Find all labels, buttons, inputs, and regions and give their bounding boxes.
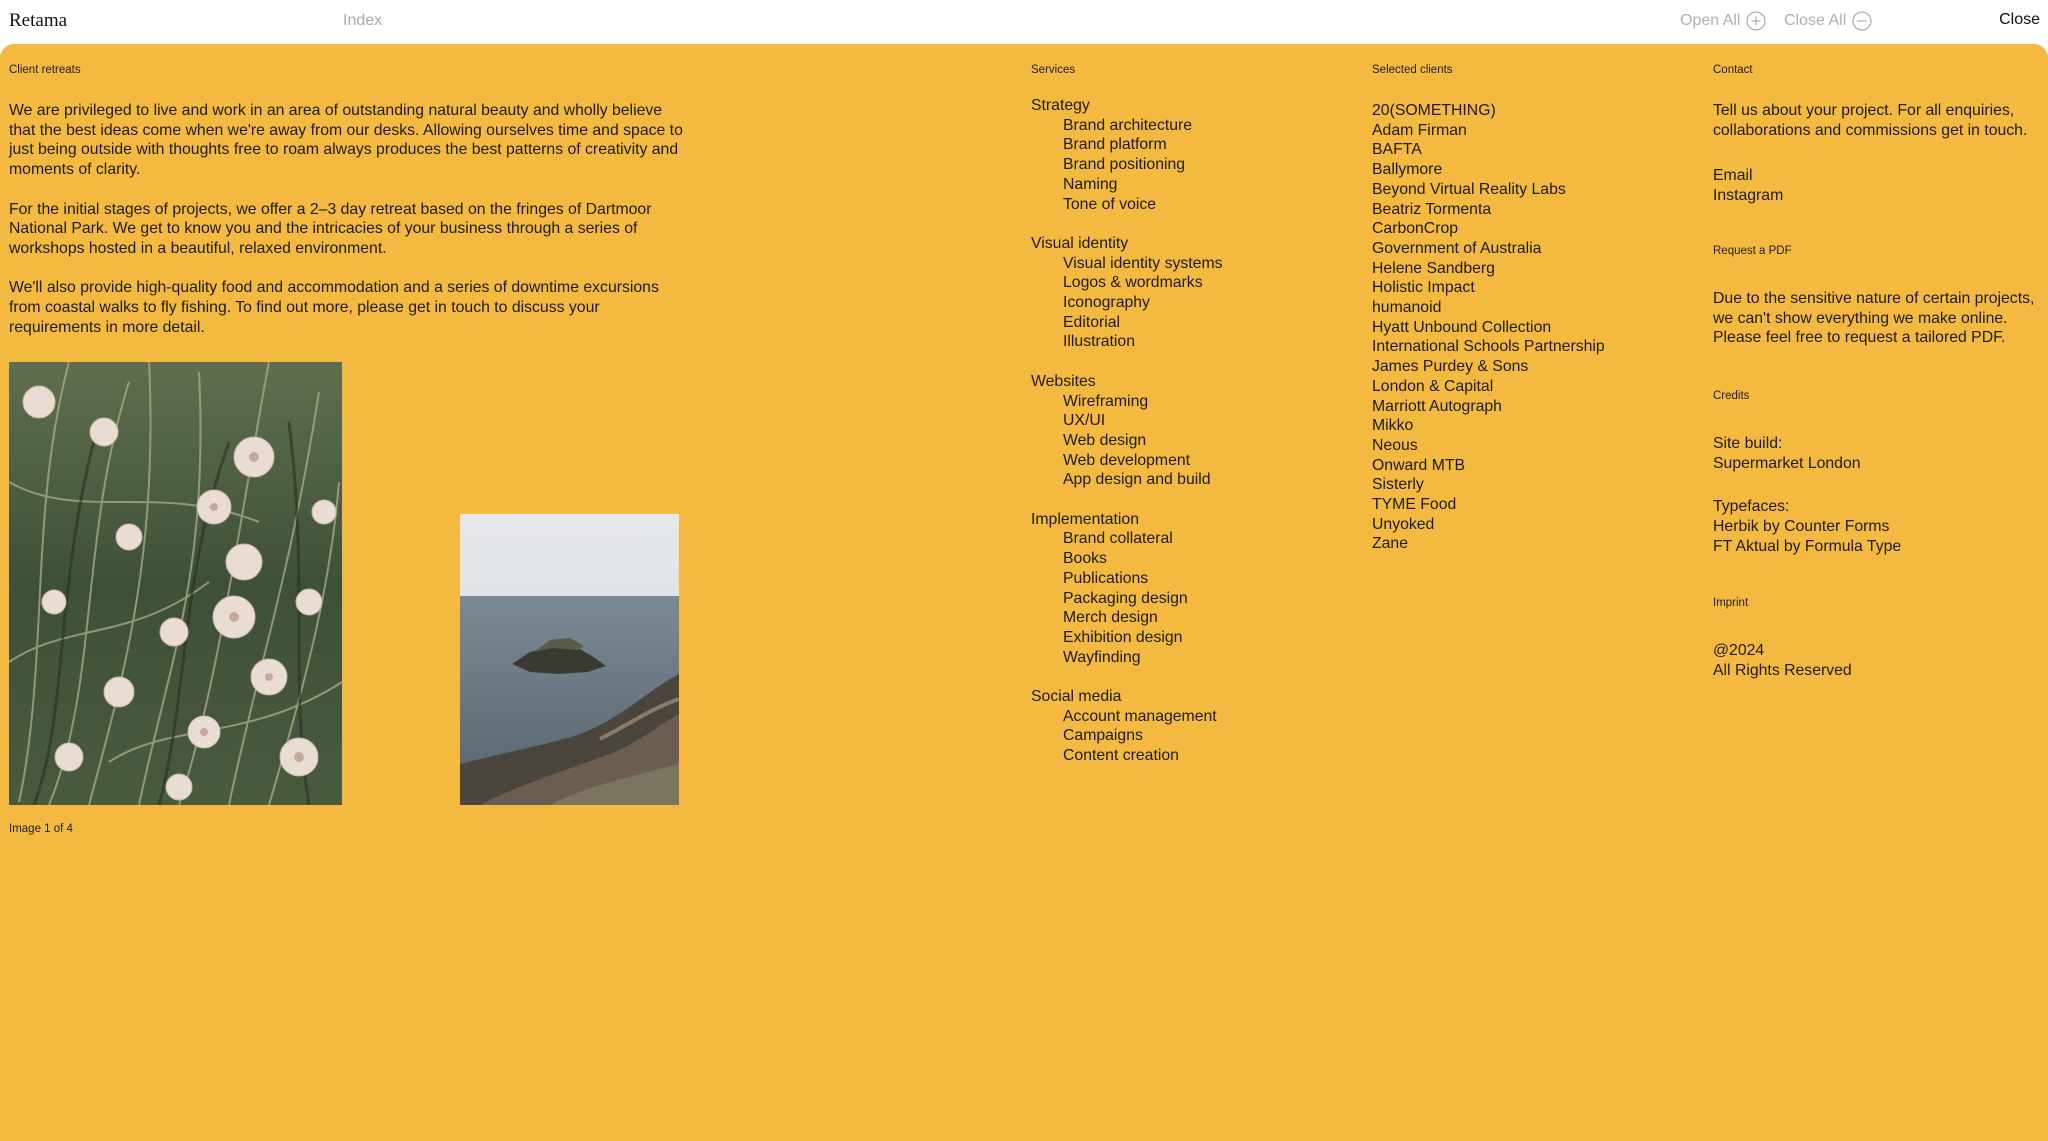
top-bar xyxy=(0,0,2048,44)
clients-list xyxy=(1372,101,1692,554)
clients-heading: Selected clients xyxy=(1372,64,1453,76)
imprint-heading: Imprint xyxy=(1713,597,1749,609)
contact-intro: Tell us about your project. For all enquiries, collaborations and commissions get in touch. xyxy=(1713,102,2028,139)
service-item: Account management xyxy=(1063,707,1217,725)
service-group xyxy=(1031,687,1351,766)
service-group xyxy=(1031,510,1351,668)
site-build-label: Site build: xyxy=(1713,435,1783,452)
service-item: UX/UI xyxy=(1063,412,1106,430)
service-item: Brand collateral xyxy=(1063,530,1173,548)
client-item: London & Capital xyxy=(1372,377,1494,395)
service-item: Brand platform xyxy=(1063,136,1167,154)
service-item: Brand positioning xyxy=(1063,156,1186,174)
open-all-button[interactable] xyxy=(1680,11,1766,31)
client-item: Marriott Autograph xyxy=(1372,397,1502,415)
service-item: Illustration xyxy=(1063,333,1135,351)
retreats-heading: Client retreats xyxy=(9,64,81,76)
service-item: Web design xyxy=(1063,431,1147,449)
service-item: Campaigns xyxy=(1063,727,1143,745)
client-item: Sisterly xyxy=(1372,476,1424,494)
service-item: Editorial xyxy=(1063,313,1121,331)
service-group xyxy=(1031,96,1351,214)
index-link[interactable]: Index xyxy=(343,12,383,29)
client-item: Hyatt Unbound Collection xyxy=(1372,318,1552,336)
site-build-value[interactable]: Supermarket London xyxy=(1713,455,1861,472)
flowers-image xyxy=(9,362,342,805)
service-item: Publications xyxy=(1063,569,1149,587)
client-item: Helene Sandberg xyxy=(1372,259,1495,277)
service-item: Naming xyxy=(1063,175,1118,193)
service-item: Web development xyxy=(1063,451,1191,469)
coast-image xyxy=(460,514,679,805)
client-item: Beyond Virtual Reality Labs xyxy=(1372,180,1566,198)
client-item: Mikko xyxy=(1372,417,1414,435)
service-item: Content creation xyxy=(1063,747,1179,765)
client-item: Holistic Impact xyxy=(1372,279,1475,297)
client-item: TYME Food xyxy=(1372,496,1457,514)
service-group-title: Social media xyxy=(1031,688,1122,706)
retreats-text xyxy=(9,101,684,357)
service-item: Wireframing xyxy=(1063,392,1149,410)
minus-circle-icon xyxy=(1852,11,1872,31)
flowers-photo[interactable] xyxy=(9,362,342,805)
service-item: Packaging design xyxy=(1063,589,1188,607)
retreats-paragraph: We'll also provide high-quality food and accommodation and a series of downtime excursions from coastal walks to fly fishing. To find out more, please get in touch to discuss your requirements in more detail. xyxy=(9,279,659,336)
client-item: CarbonCrop xyxy=(1372,220,1459,238)
client-item: Ballymore xyxy=(1372,161,1443,179)
typefaces-label: Typefaces: xyxy=(1713,498,1790,515)
client-item: Onward MTB xyxy=(1372,456,1466,474)
close-all-label: Close All xyxy=(1784,12,1847,29)
client-item: Government of Australia xyxy=(1372,239,1542,257)
client-item: James Purdey & Sons xyxy=(1372,358,1529,376)
service-item: Logos & wordmarks xyxy=(1063,274,1203,292)
close-all-button[interactable] xyxy=(1784,11,1872,31)
services-heading: Services xyxy=(1031,64,1076,76)
client-item: humanoid xyxy=(1372,299,1442,317)
service-group-title: Strategy xyxy=(1031,97,1090,114)
email-link[interactable]: Email xyxy=(1713,167,1753,184)
typeface-item[interactable]: Herbik by Counter Forms xyxy=(1713,518,1890,535)
instagram-link[interactable]: Instagram xyxy=(1713,187,1784,204)
service-item: Tone of voice xyxy=(1063,195,1157,213)
plus-circle-icon xyxy=(1746,11,1766,31)
client-item: Neous xyxy=(1372,436,1418,454)
close-button[interactable]: Close xyxy=(1999,11,2040,28)
typeface-item[interactable]: FT Aktual by Formula Type xyxy=(1713,538,1902,555)
service-group-title: Implementation xyxy=(1031,510,1140,528)
service-item: Visual identity systems xyxy=(1063,254,1223,272)
service-item: Exhibition design xyxy=(1063,628,1183,646)
client-item: Unyoked xyxy=(1372,515,1435,533)
client-item: BAFTA xyxy=(1372,141,1422,159)
service-item: Books xyxy=(1063,550,1107,568)
service-group-title: Websites xyxy=(1031,372,1096,390)
client-item: Adam Firman xyxy=(1372,121,1467,139)
service-item: Iconography xyxy=(1063,294,1150,312)
rights-text: All Rights Reserved xyxy=(1713,662,1852,679)
service-item: Brand architecture xyxy=(1063,116,1193,134)
services-list xyxy=(1031,96,1351,786)
copyright-year: @2024 xyxy=(1713,642,1765,659)
pdf-text: Due to the sensitive nature of certain projects, we can't show everything we make online. Please feel free to request a tailored PDF. xyxy=(1713,290,2035,347)
client-item: International Schools Partnership xyxy=(1372,338,1605,356)
logo[interactable]: Retama xyxy=(9,10,68,31)
client-item: 20(SOMETHING) xyxy=(1372,102,1496,119)
retreats-paragraph: We are privileged to live and work in an area of outstanding natural beauty and wholly believe that the best ideas come when we're away from our desks. Allowing ourselves time and space to just being outside with thoughts free to roam always produces the best patterns of creativity and moments of clarity. xyxy=(9,102,683,179)
coast-photo[interactable] xyxy=(460,514,679,805)
pdf-heading: Request a PDF xyxy=(1713,245,1792,257)
service-item: Wayfinding xyxy=(1063,648,1141,666)
service-item: App design and build xyxy=(1063,471,1211,489)
service-group xyxy=(1031,372,1351,490)
service-item: Merch design xyxy=(1063,609,1158,627)
image-counter: Image 1 of 4 xyxy=(9,823,73,835)
contact-heading: Contact xyxy=(1713,64,1753,76)
retreats-paragraph: For the initial stages of projects, we offer a 2–3 day retreat based on the fringes of Dartmoor National Park. We get to know you and the intricacies of your business through a series of workshops hosted in a beautiful, relaxed environment. xyxy=(9,200,652,257)
credits-heading: Credits xyxy=(1713,390,1750,402)
info-panel xyxy=(0,44,2048,1141)
service-group-title: Visual identity xyxy=(1031,234,1129,252)
client-item: Zane xyxy=(1372,535,1409,553)
open-all-label: Open All xyxy=(1680,12,1741,29)
service-group xyxy=(1031,234,1351,352)
client-item: Beatriz Tormenta xyxy=(1372,200,1492,218)
